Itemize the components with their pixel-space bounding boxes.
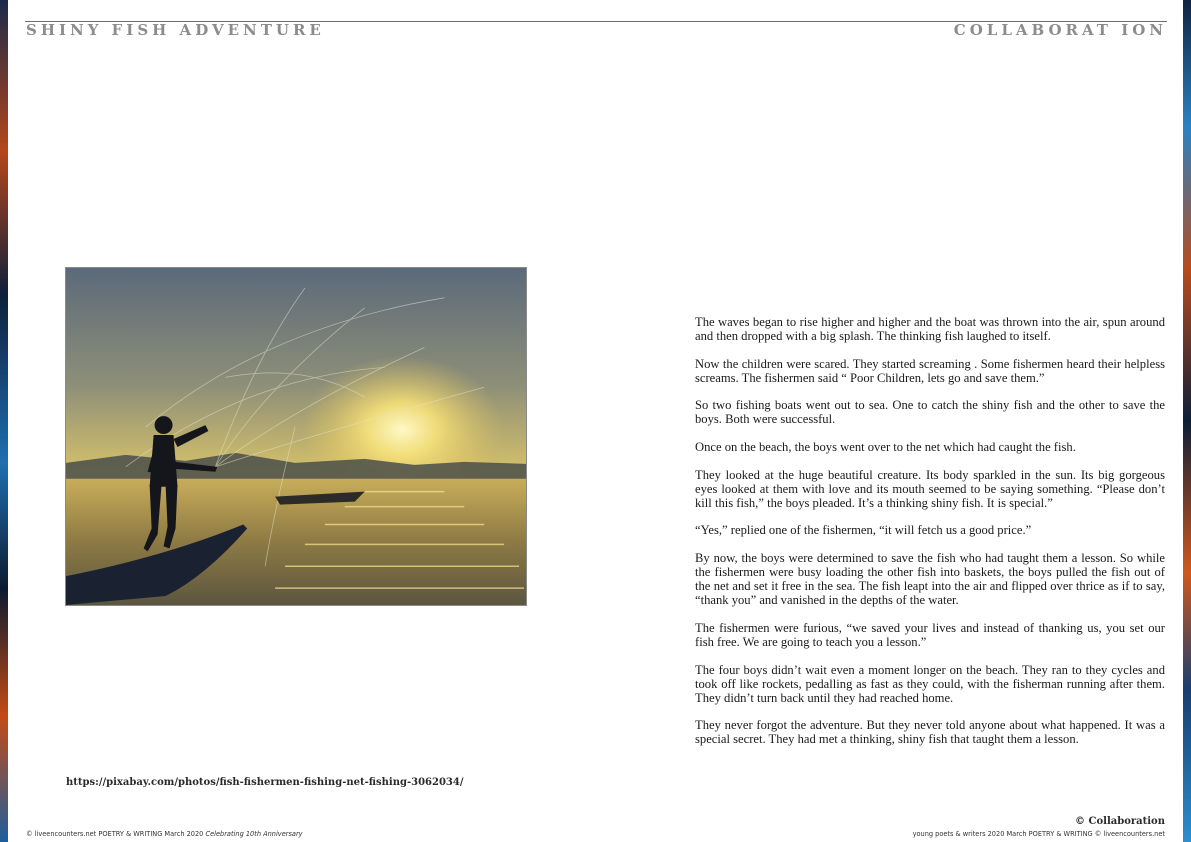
story-paragraph: The fishermen were furious, “we saved your lives and instead of thanking us, you set our fish free. We are going to teach you a lesson.” xyxy=(695,620,1165,649)
section-title: COLLABORAT ION xyxy=(953,21,1167,39)
page-title: SHINY FISH ADVENTURE xyxy=(26,21,325,39)
copyright-notice: © Collaboration xyxy=(1075,816,1165,827)
story-paragraph: They looked at the huge beautiful creature. Its body sparkled in the sun. Its big gorgeous eyes looked at them with love and its mouth seemed to be saying something. “Please don’t kill this fish,” the boys pleaded. It’s a thinking shiny fish. It is special.” xyxy=(695,467,1165,510)
story-paragraph: Now the children were scared. They started screaming . Some fishermen heard their helpless screams. The fishermen said “ Poor Children, lets go and save them.” xyxy=(695,356,1165,385)
story-paragraph: The four boys didn’t wait even a moment longer on the beach. They ran to they cycles and took off like rockets, pedalling as fast as they could, with the fisherman running after them. They didn’t turn back until they had reached home. xyxy=(695,662,1165,705)
footer-right: young poets & writers 2020 March POETRY & WRITING © liveencounters.net xyxy=(912,830,1165,838)
story-paragraph: So two fishing boats went out to sea. One to catch the shiny fish and the other to save the boys. Both were successful. xyxy=(695,398,1165,427)
story-paragraph: By now, the boys were determined to save the fish who had taught them a lesson. So while the fishermen were busy loading the other fish into baskets, the boys pulled the fish out of the net and set it free in the sea. The fish leapt into the air and flipped over thrice as if to say, “thank you” and vanished in the depths of the water. xyxy=(695,551,1165,608)
fisherman-casting-net-icon xyxy=(66,268,526,605)
footer-left-text: © liveencounters.net POETRY & WRITING March 2020 xyxy=(26,830,206,838)
decorative-right-border xyxy=(1183,0,1191,842)
footer-left xyxy=(26,830,303,838)
story-paragraph: Once on the beach, the boys went over to the net which had caught the fish. xyxy=(695,440,1076,455)
story-paragraph: The waves began to rise higher and higher and the boat was thrown into the air, spun around and then dropped with a big splash. The thinking fish laughed to itself. xyxy=(695,315,1165,343)
fisherman-photo xyxy=(65,267,527,606)
story-paragraph: “Yes,” replied one of the fishermen, “it will fetch us a good price.” xyxy=(695,523,1032,538)
story-text xyxy=(695,315,1165,760)
story-paragraph: They never forgot the adventure. But they never told anyone about what happened. It was a special secret. They had met a thinking, shiny fish that taught them a lesson. xyxy=(695,718,1165,747)
photo-credit-link[interactable]: https://pixabay.com/photos/fish-fishermen-fishing-net-fishing-3062034/ xyxy=(66,777,464,788)
footer-anniversary: Celebrating 10th Anniversary xyxy=(205,830,303,838)
decorative-left-border xyxy=(0,0,8,842)
